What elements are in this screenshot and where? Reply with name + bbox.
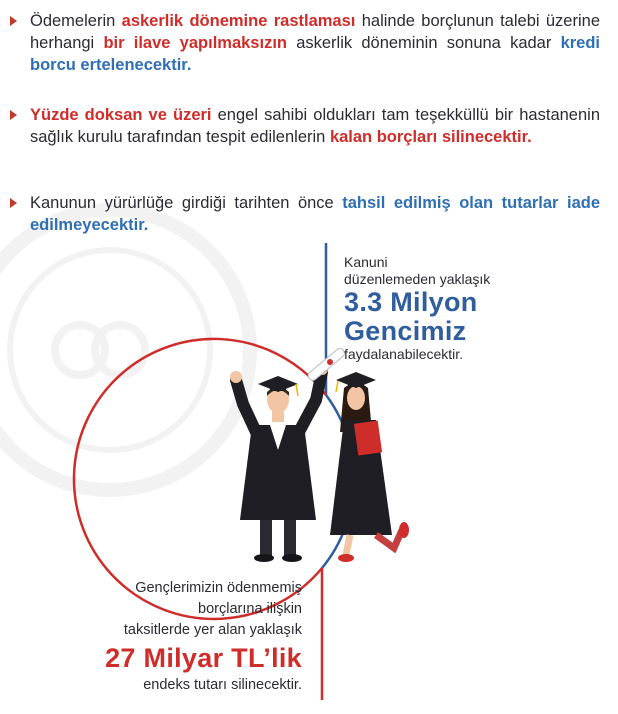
bullet-highlight-red: askerlik dönemine rastlaması <box>121 12 356 30</box>
callout-line: taksitlerde yer alan yaklaşık <box>123 622 302 638</box>
index-amount-callout <box>70 578 302 696</box>
bullet-text-segment: halinde borçlunun talebi üzerine herhangi <box>30 12 601 52</box>
female-graduate-figure <box>330 372 409 562</box>
bullet-text-segment: Ödemelerin <box>30 12 122 30</box>
male-graduate-figure <box>230 347 346 562</box>
callout-line: endeks tutarı silinecektir. <box>143 677 302 693</box>
beneficiaries-label: Gencimiz <box>344 316 467 346</box>
callout-line: borçlarına ilişkin <box>198 601 302 617</box>
bullet-text-segment: engel sahibi oldukları tam teşekküllü bir hastanenin sağlık kurulu tarafından tespit edilenlerin <box>30 106 600 146</box>
callout-line: faydalanabilecektir. <box>344 346 464 362</box>
callout-line: düzenlemeden yaklaşık <box>344 271 491 287</box>
bullet-text-segment: askerlik döneminin sonuna kadar <box>286 34 561 52</box>
bullet-highlight-blue: tahsil edilmiş olan tutarlar iade edilmeyecektir. <box>30 194 600 234</box>
bullet-text-segment: Kanunun yürürlüğe girdiği tarihten önce <box>30 194 343 212</box>
beneficiaries-number: 3.3 Milyon <box>344 287 478 317</box>
bullet-highlight-red: kalan borçları silinecektir. <box>329 128 532 146</box>
beneficiaries-callout <box>344 254 544 363</box>
callout-line: Kanuni <box>344 254 388 270</box>
bullet-highlight-blue: kredi borcu ertelenecektir. <box>30 34 600 74</box>
index-amount-figure: 27 Milyar TL’lik <box>105 643 302 673</box>
callout-line: Gençlerimizin ödenmemiş <box>135 580 302 596</box>
bullet-highlight-red: Yüzde doksan ve üzeri <box>30 106 212 124</box>
bullet-highlight-red: bir ilave yapılmaksızın <box>103 34 287 52</box>
